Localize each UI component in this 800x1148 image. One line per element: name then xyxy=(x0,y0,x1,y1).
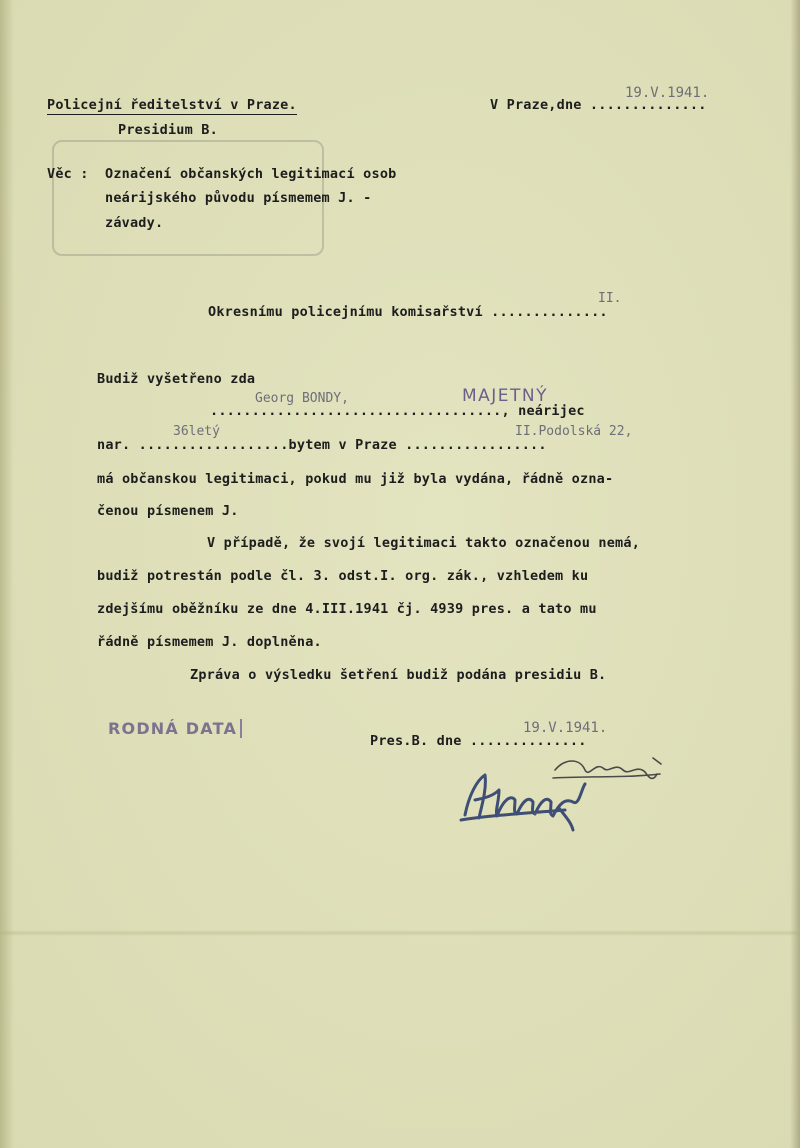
age-handwritten: 36letý xyxy=(173,424,220,439)
para2-line-2: budiž potrestán podle čl. 3. odst.I. org. zák., vzhledem ku xyxy=(97,568,589,584)
addressee-line: Okresnímu policejnímu komisařství .............. xyxy=(208,304,608,320)
name-dots-line: ..................................., neárijec xyxy=(210,403,585,419)
ink-signature xyxy=(455,760,595,835)
subject-line-1: Označení občanských legitimací osob xyxy=(105,166,397,182)
addressee-number-handwritten: II. xyxy=(598,291,622,306)
place-date-line: V Praze,dne .............. xyxy=(490,97,707,113)
paper-right-shadow xyxy=(790,0,800,1148)
body-line-4: má občanskou legitimaci, pokud mu již byla vydána, řádně ozna- xyxy=(97,471,614,487)
body-line-5: čenou písmenem J. xyxy=(97,503,239,519)
paper-edge-shadow xyxy=(0,0,14,1148)
date-handwritten: 19.V.1941. xyxy=(625,85,710,101)
division-name: Presidium B. xyxy=(118,122,218,138)
office-name: Policejní ředitelství v Praze. xyxy=(47,97,297,113)
paper-fold xyxy=(0,930,800,936)
stamp-rodna-data: RODNÁ DATA xyxy=(108,719,242,738)
stamp-majetny: MAJETNÝ xyxy=(462,386,549,406)
pres-date-line: Pres.B. dne .............. xyxy=(370,733,587,749)
para2-line-3: zdejšímu oběžníku ze dne 4.III.1941 čj. 4939 pres. a tato mu xyxy=(97,601,597,617)
name-handwritten: Georg BONDY, xyxy=(255,391,349,406)
report-line: Zpráva o výsledku šetření budiž podána presidiu B. xyxy=(190,667,607,683)
subject-label: Věc : xyxy=(47,166,89,182)
subject-line-2: neárijského původu písmemem J. - xyxy=(105,190,372,206)
born-line: nar. ..................bytem v Praze ................. xyxy=(97,437,547,453)
para2-line-1: V případě, že svojí legitimaci takto označenou nemá, xyxy=(207,535,641,551)
subject-line-3: závady. xyxy=(105,215,164,231)
address-handwritten: II.Podolská 22, xyxy=(515,424,633,439)
para2-line-4: řádně písmemem J. doplněna. xyxy=(97,634,322,650)
body-line-1: Budiž vyšetřeno zda xyxy=(97,371,256,387)
footer-date-handwritten: 19.V.1941. xyxy=(523,720,608,736)
